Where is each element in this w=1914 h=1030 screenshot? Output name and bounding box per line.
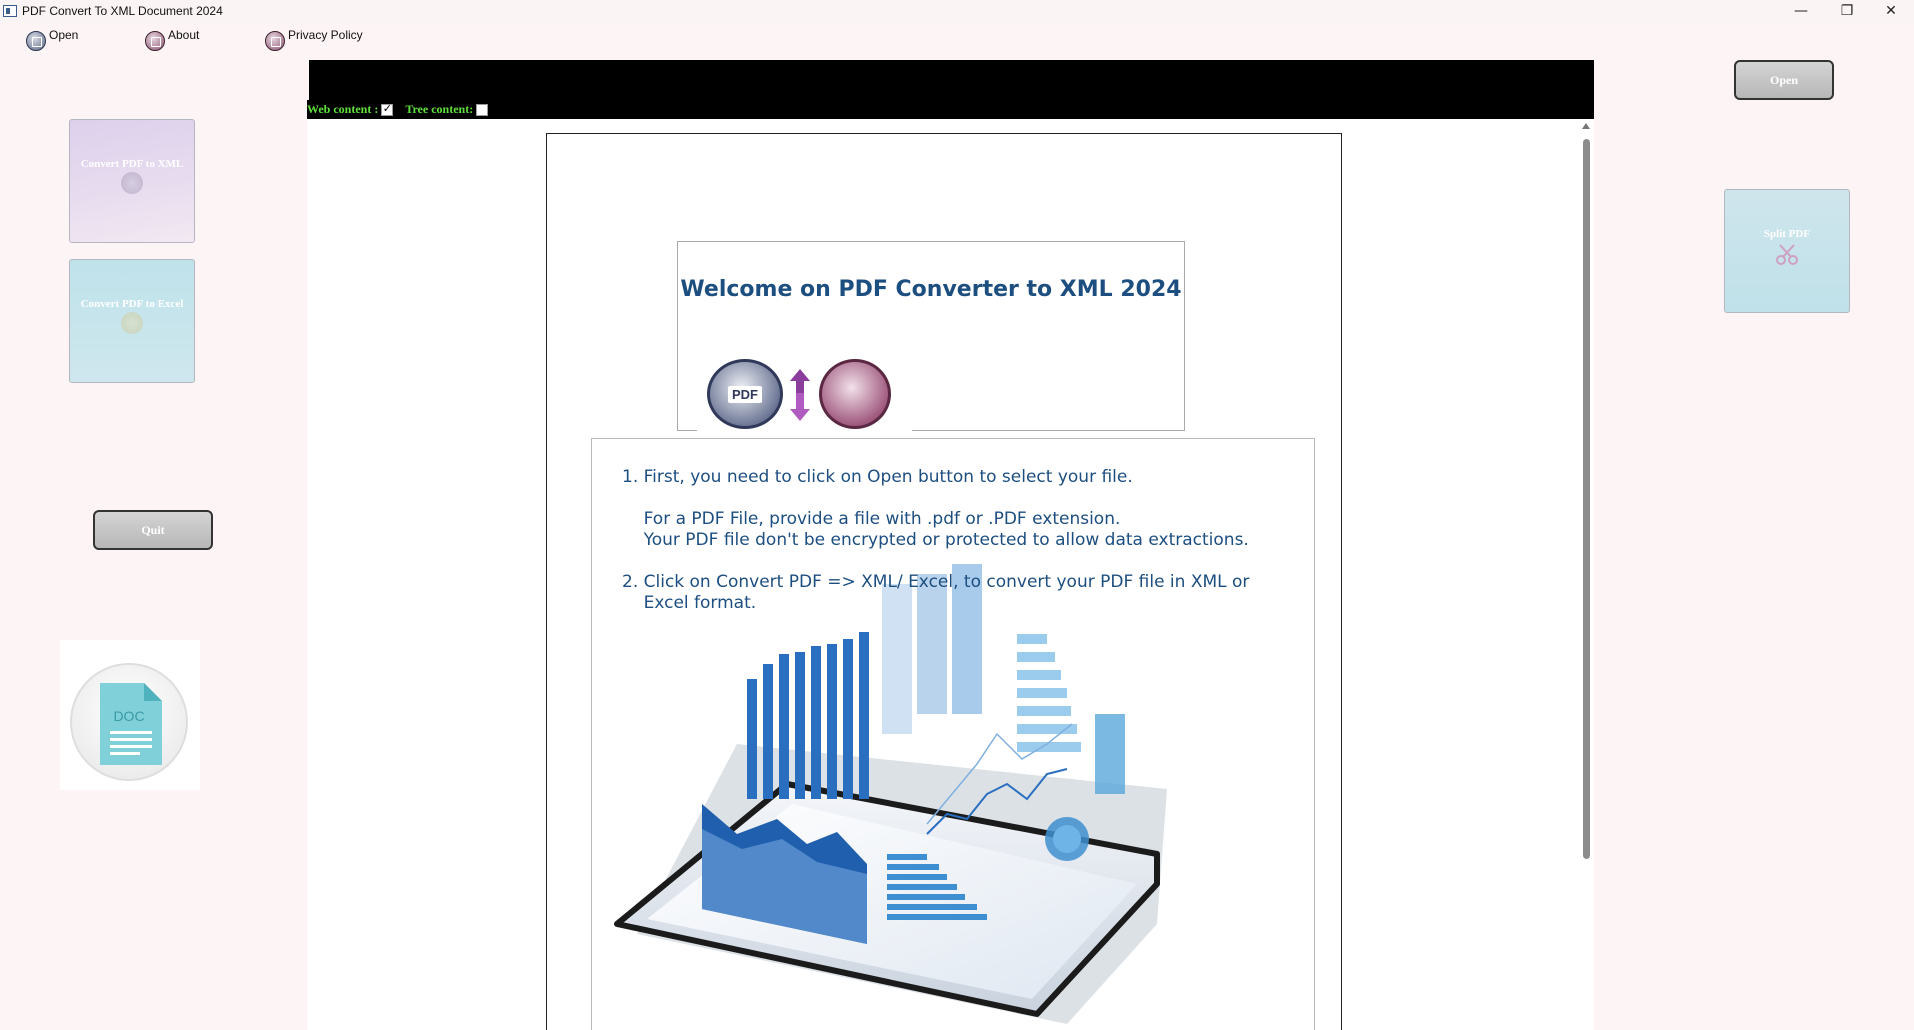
document-page — [546, 133, 1342, 1030]
converter-logo — [697, 349, 912, 439]
xml-file-icon — [121, 172, 143, 194]
menu-privacy-policy[interactable] — [265, 28, 363, 50]
pdf-logo-icon — [707, 359, 783, 429]
scissors-icon — [1774, 242, 1800, 268]
menu-open[interactable] — [26, 28, 78, 50]
doc-icon-label: DOC — [113, 708, 145, 724]
doc-icon-circle — [70, 663, 188, 781]
menu-open-label: Open — [49, 28, 79, 42]
convert-excel-label: Convert PDF to Excel — [80, 298, 184, 310]
excel-file-icon — [121, 312, 143, 334]
vertical-scrollbar[interactable] — [1579, 119, 1594, 1030]
pdf-logo-label: PDF — [728, 386, 762, 403]
convert-xml-label: Convert PDF to XML — [80, 158, 184, 170]
maximize-button[interactable]: ❐ — [1840, 3, 1854, 19]
convert-pdf-to-excel-button[interactable] — [69, 259, 195, 383]
tablet-chart-illustration — [567, 544, 1287, 1030]
menu-privacy-label: Privacy Policy — [288, 28, 363, 42]
options-bar — [307, 100, 1594, 119]
quit-button[interactable]: Quit — [93, 510, 213, 550]
web-content-checkbox[interactable]: ✓ — [382, 103, 392, 115]
open-menu-icon — [26, 31, 46, 51]
window-title: PDF Convert To XML Document 2024 — [22, 4, 223, 18]
tree-content-checkbox[interactable] — [476, 104, 488, 116]
title-bar — [0, 0, 1914, 22]
scroll-up-arrow-icon[interactable] — [1582, 123, 1590, 129]
open-button[interactable]: Open — [1734, 60, 1834, 100]
tree-content-label: Tree content: — [405, 102, 474, 116]
convert-pdf-to-xml-button[interactable] — [69, 119, 195, 243]
top-toolbar-strip — [309, 60, 1594, 100]
doc-icon-card — [60, 640, 200, 790]
instructions-text: 1. First, you need to click on Open button to select your file. For a PDF File, provide a file with .pdf or .PDF extension. Your PDF file don't be encrypted or protected to allow data extractions. 2. Click on Convert PDF => XML/ Excel, to convert your PDF file in XML or Excel format. — [622, 467, 1250, 613]
minimize-button[interactable]: — — [1794, 3, 1808, 19]
menu-about-label: About — [168, 28, 200, 42]
split-pdf-button[interactable] — [1724, 189, 1850, 313]
menu-about[interactable] — [145, 28, 199, 50]
web-content-label: Web content : — [307, 102, 379, 116]
welcome-title: Welcome on PDF Converter to XML 2024 — [680, 277, 1182, 302]
about-menu-icon — [145, 31, 165, 51]
close-button[interactable]: ✕ — [1885, 3, 1897, 19]
convert-arrows-icon — [786, 367, 814, 423]
doc-file-icon — [72, 665, 190, 783]
split-pdf-label: Split PDF — [1763, 228, 1811, 240]
scroll-thumb[interactable] — [1583, 139, 1590, 859]
privacy-menu-icon — [265, 31, 285, 51]
xml-logo-icon — [819, 359, 891, 429]
app-icon — [3, 5, 17, 17]
